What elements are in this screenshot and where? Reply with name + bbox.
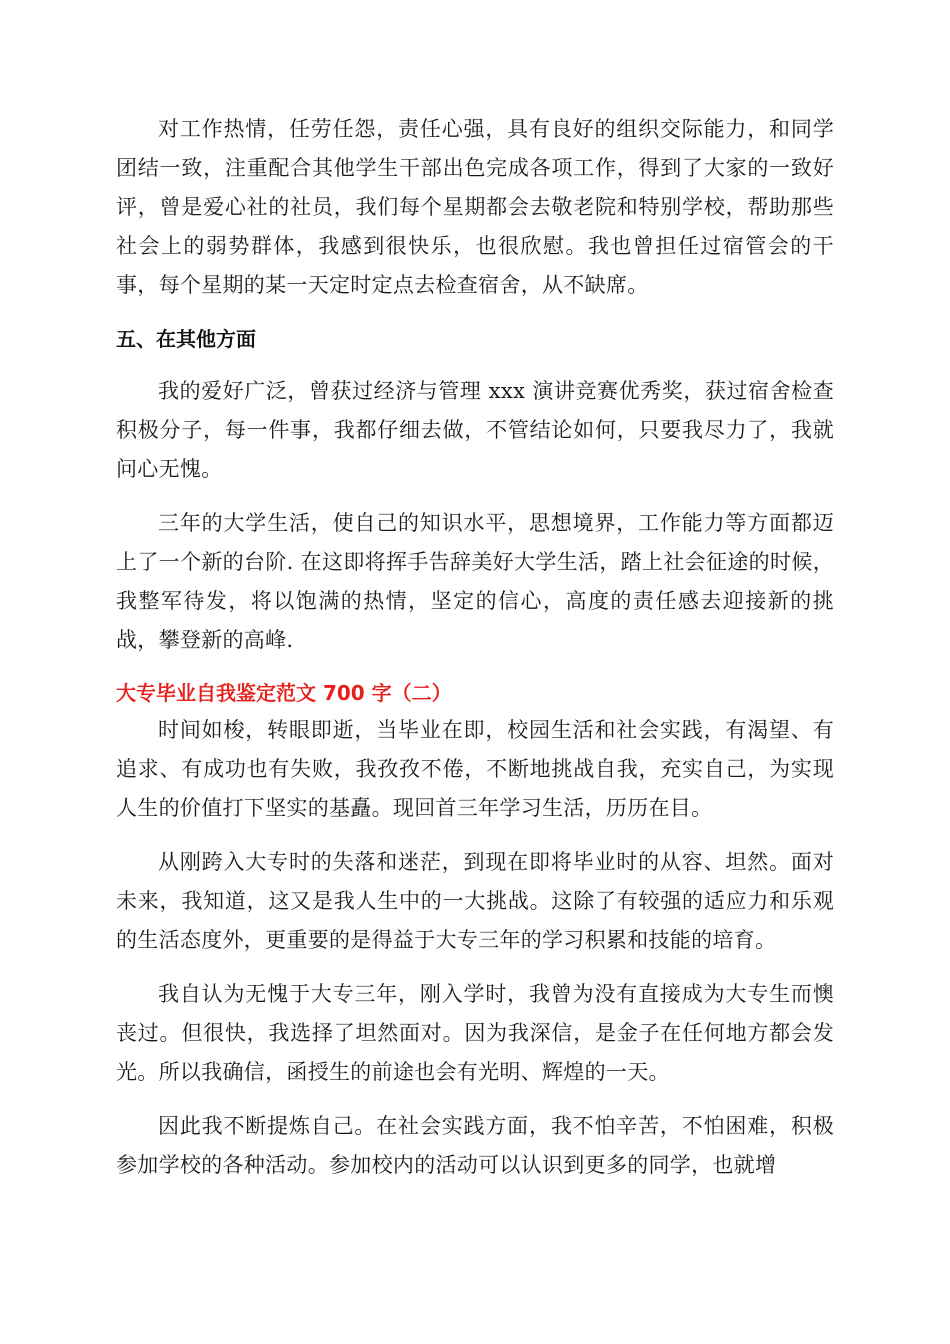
paragraph-no-regrets: 我自认为无愧于大专三年，刚入学时，我曾为没有直接成为大专生而懊丧过。但很快，我选择了坦然面对。因为我深信，是金子在任何地方都会发光。所以我确信，函授生的前途也会有光明、辉煌的一天。	[116, 982, 834, 1084]
document-body	[116, 110, 834, 1185]
paragraph-from-confusion-to-calm: 从刚跨入大专时的失落和迷茫，到现在即将毕业时的从容、坦然。面对未来，我知道，这又是我人生中的一大挑战。这除了有较强的适应力和乐观的生活态度外，更重要的是得益于大专三年的学习积累和技能的培育。	[116, 850, 834, 952]
paragraph-three-years-summary: 三年的大学生活，使自己的知识水平，思想境界，工作能力等方面都迈上了一个新的台阶. 在这即将挥手告辞美好大学生活，踏上社会征途的时候，我整军待发，将以饱满的热情，坚定的信心，高度的责任感去迎接新的挑战，攀登新的高峰.	[116, 511, 834, 652]
article-title-part-two: 大专毕业自我鉴定范文 700 字（二）	[116, 681, 452, 705]
paragraph-time-flies: 时间如梭，转眼即逝，当毕业在即，校园生活和社会实践，有渴望、有追求、有成功也有失败，我孜孜不倦，不断地挑战自我，充实自己，为实现人生的价值打下坚实的基矗。现回首三年学习生活，历历在目。	[116, 718, 834, 820]
paragraph-social-practice: 因此我不断提炼自己。在社会实践方面，我不怕辛苦，不怕困难，积极参加学校的各种活动。参加校内的活动可以认识到更多的同学，也就增	[116, 1114, 834, 1177]
paragraph-hobbies: 我的爱好广泛，曾获过经济与管理 xxx 演讲竞赛优秀奖，获过宿舍检查积极分子，每一件事，我都仔细去做，不管结论如何，只要我尽力了，我就问心无愧。	[116, 379, 834, 481]
paragraph-work-attitude: 对工作热情，任劳任怨，责任心强，具有良好的组织交际能力，和同学团结一致，注重配合其他学生干部出色完成各项工作，得到了大家的一致好评，曾是爱心社的社员，我们每个星期都会去敬老院和特别学校，帮助那些社会上的弱势群体，我感到很快乐，也很欣慰。我也曾担任过宿管会的干事，每个星期的某一天定时定点去检查宿舍，从不缺席。	[116, 117, 834, 297]
section-heading-other-aspects: 五、在其他方面	[116, 327, 256, 351]
